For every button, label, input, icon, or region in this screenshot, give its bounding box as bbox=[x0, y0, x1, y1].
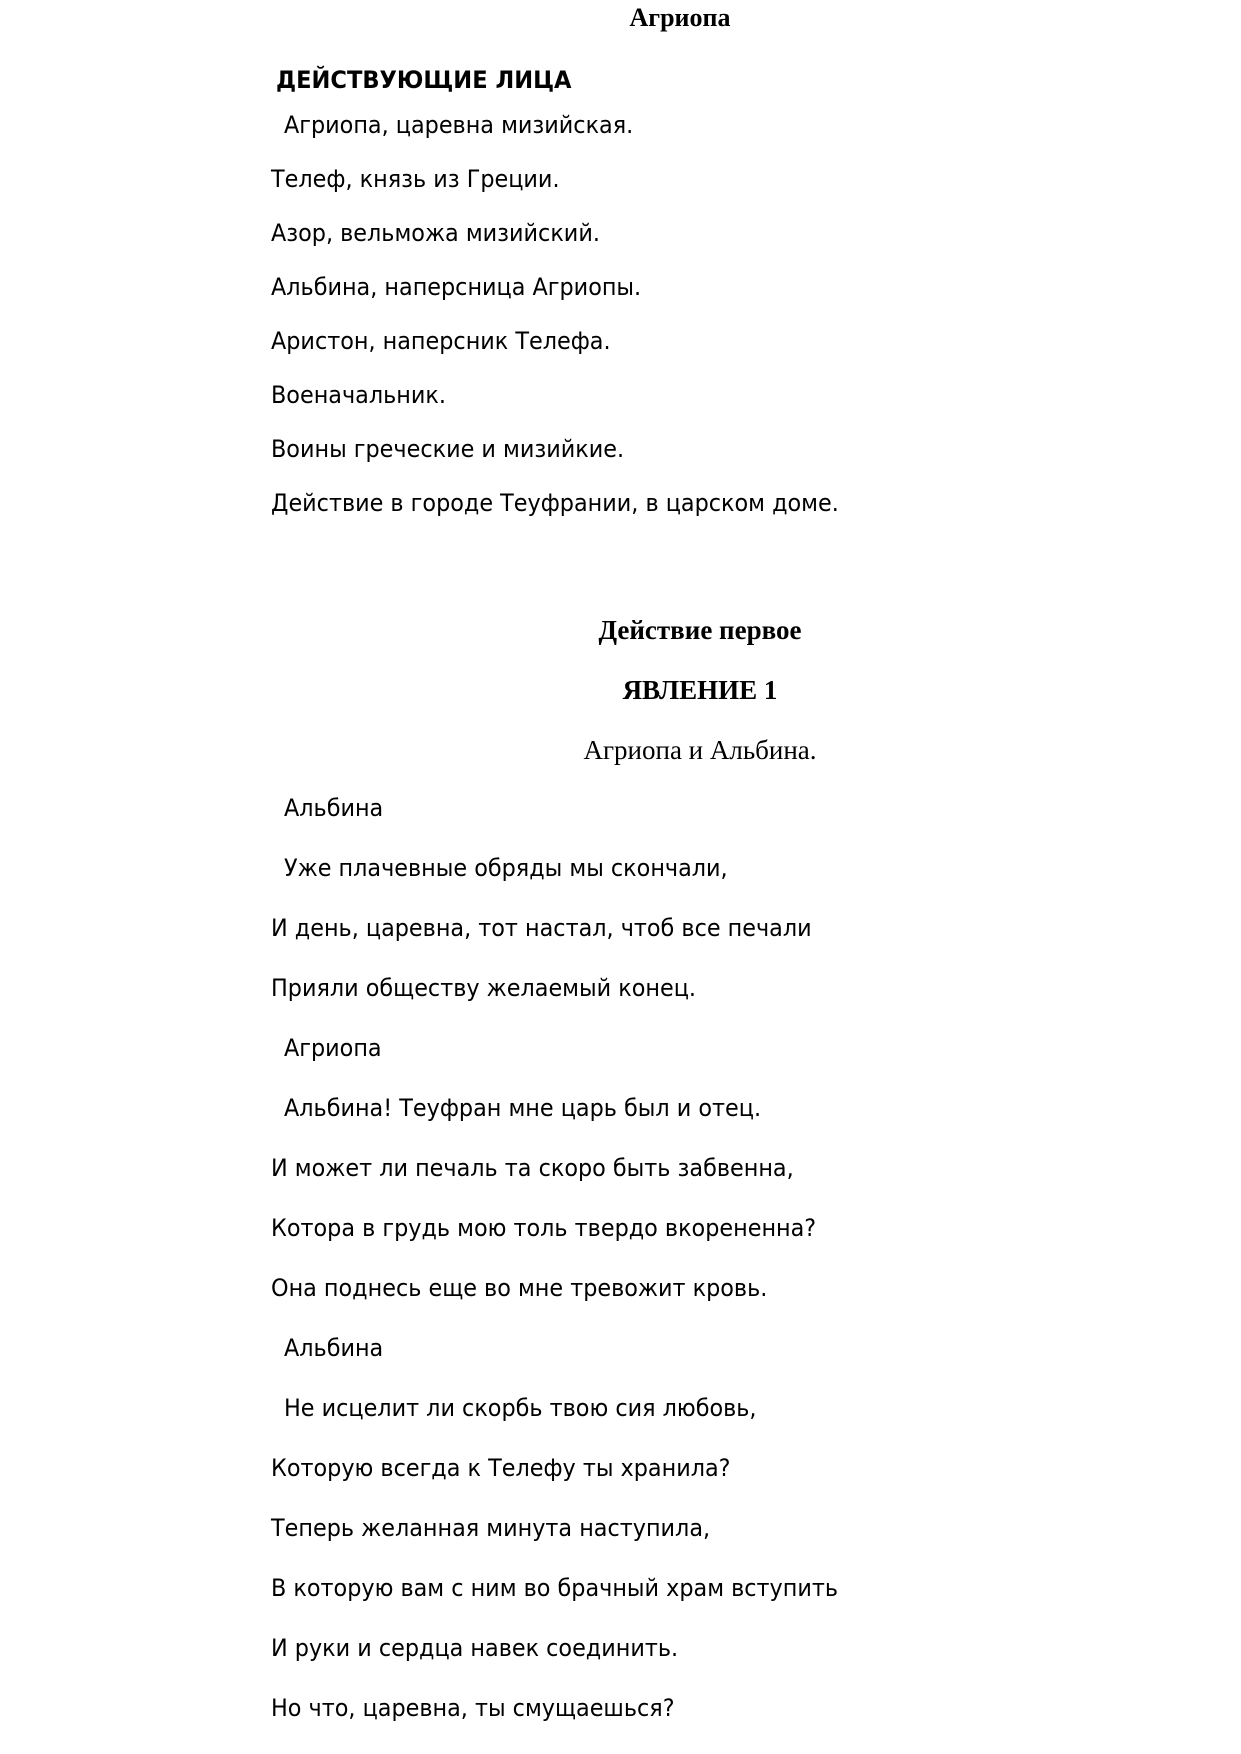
verse-line: Теперь желанная минута наступила, bbox=[271, 1514, 711, 1542]
verse-line: Не исцелит ли скорбь твою сия любовь, bbox=[284, 1394, 757, 1422]
verse-line: И руки и сердца навек соединить. bbox=[271, 1634, 679, 1662]
cast-item: Азор, вельможа мизийский. bbox=[271, 219, 600, 247]
speaker-name: Альбина bbox=[284, 1334, 384, 1362]
cast-item: Телеф, князь из Греции. bbox=[271, 165, 560, 193]
verse-line: И может ли печаль та скоро быть забвенна, bbox=[271, 1154, 794, 1182]
cast-item: Агриопа, царевна мизийская. bbox=[284, 111, 634, 139]
verse-line: Альбина! Теуфран мне царь был и отец. bbox=[284, 1094, 762, 1122]
speaker-name: Агриопа bbox=[284, 1034, 382, 1062]
verse-line: Которую всегда к Телефу ты хранила? bbox=[271, 1454, 731, 1482]
speaker-name: Альбина bbox=[284, 794, 384, 822]
act-title: Действие первое bbox=[598, 615, 802, 645]
verse-line: Котора в грудь мою толь твердо вкорененна? bbox=[271, 1214, 817, 1242]
verse-line: Но что, царевна, ты смущаешься? bbox=[271, 1694, 675, 1722]
cast-item: Военачальник. bbox=[271, 381, 446, 409]
cast-item: Аристон, наперсник Телефа. bbox=[271, 327, 611, 355]
verse-line: Она поднесь еще во мне тревожит кровь. bbox=[271, 1274, 768, 1302]
scene-title: ЯВЛЕНИЕ 1 bbox=[622, 675, 778, 705]
page-title: Агриопа bbox=[629, 3, 731, 32]
verse-line: В которую вам с ним во брачный храм вступить bbox=[271, 1574, 839, 1602]
setting-line: Действие в городе Теуфрании, в царском доме. bbox=[271, 489, 839, 517]
scene-persons: Агриопа и Альбина. bbox=[583, 735, 817, 765]
verse-line: Прияли обществу желаемый конец. bbox=[271, 974, 696, 1002]
verse-line: И день, царевна, тот настал, чтоб все печали bbox=[271, 914, 812, 942]
cast-heading: ДЕЙСТВУЮЩИЕ ЛИЦА bbox=[276, 66, 572, 94]
verse-line: Уже плачевные обряды мы скончали, bbox=[284, 854, 728, 882]
cast-item: Воины греческие и мизийкие. bbox=[271, 435, 625, 463]
cast-item: Альбина, наперсница Агриопы. bbox=[271, 273, 642, 301]
